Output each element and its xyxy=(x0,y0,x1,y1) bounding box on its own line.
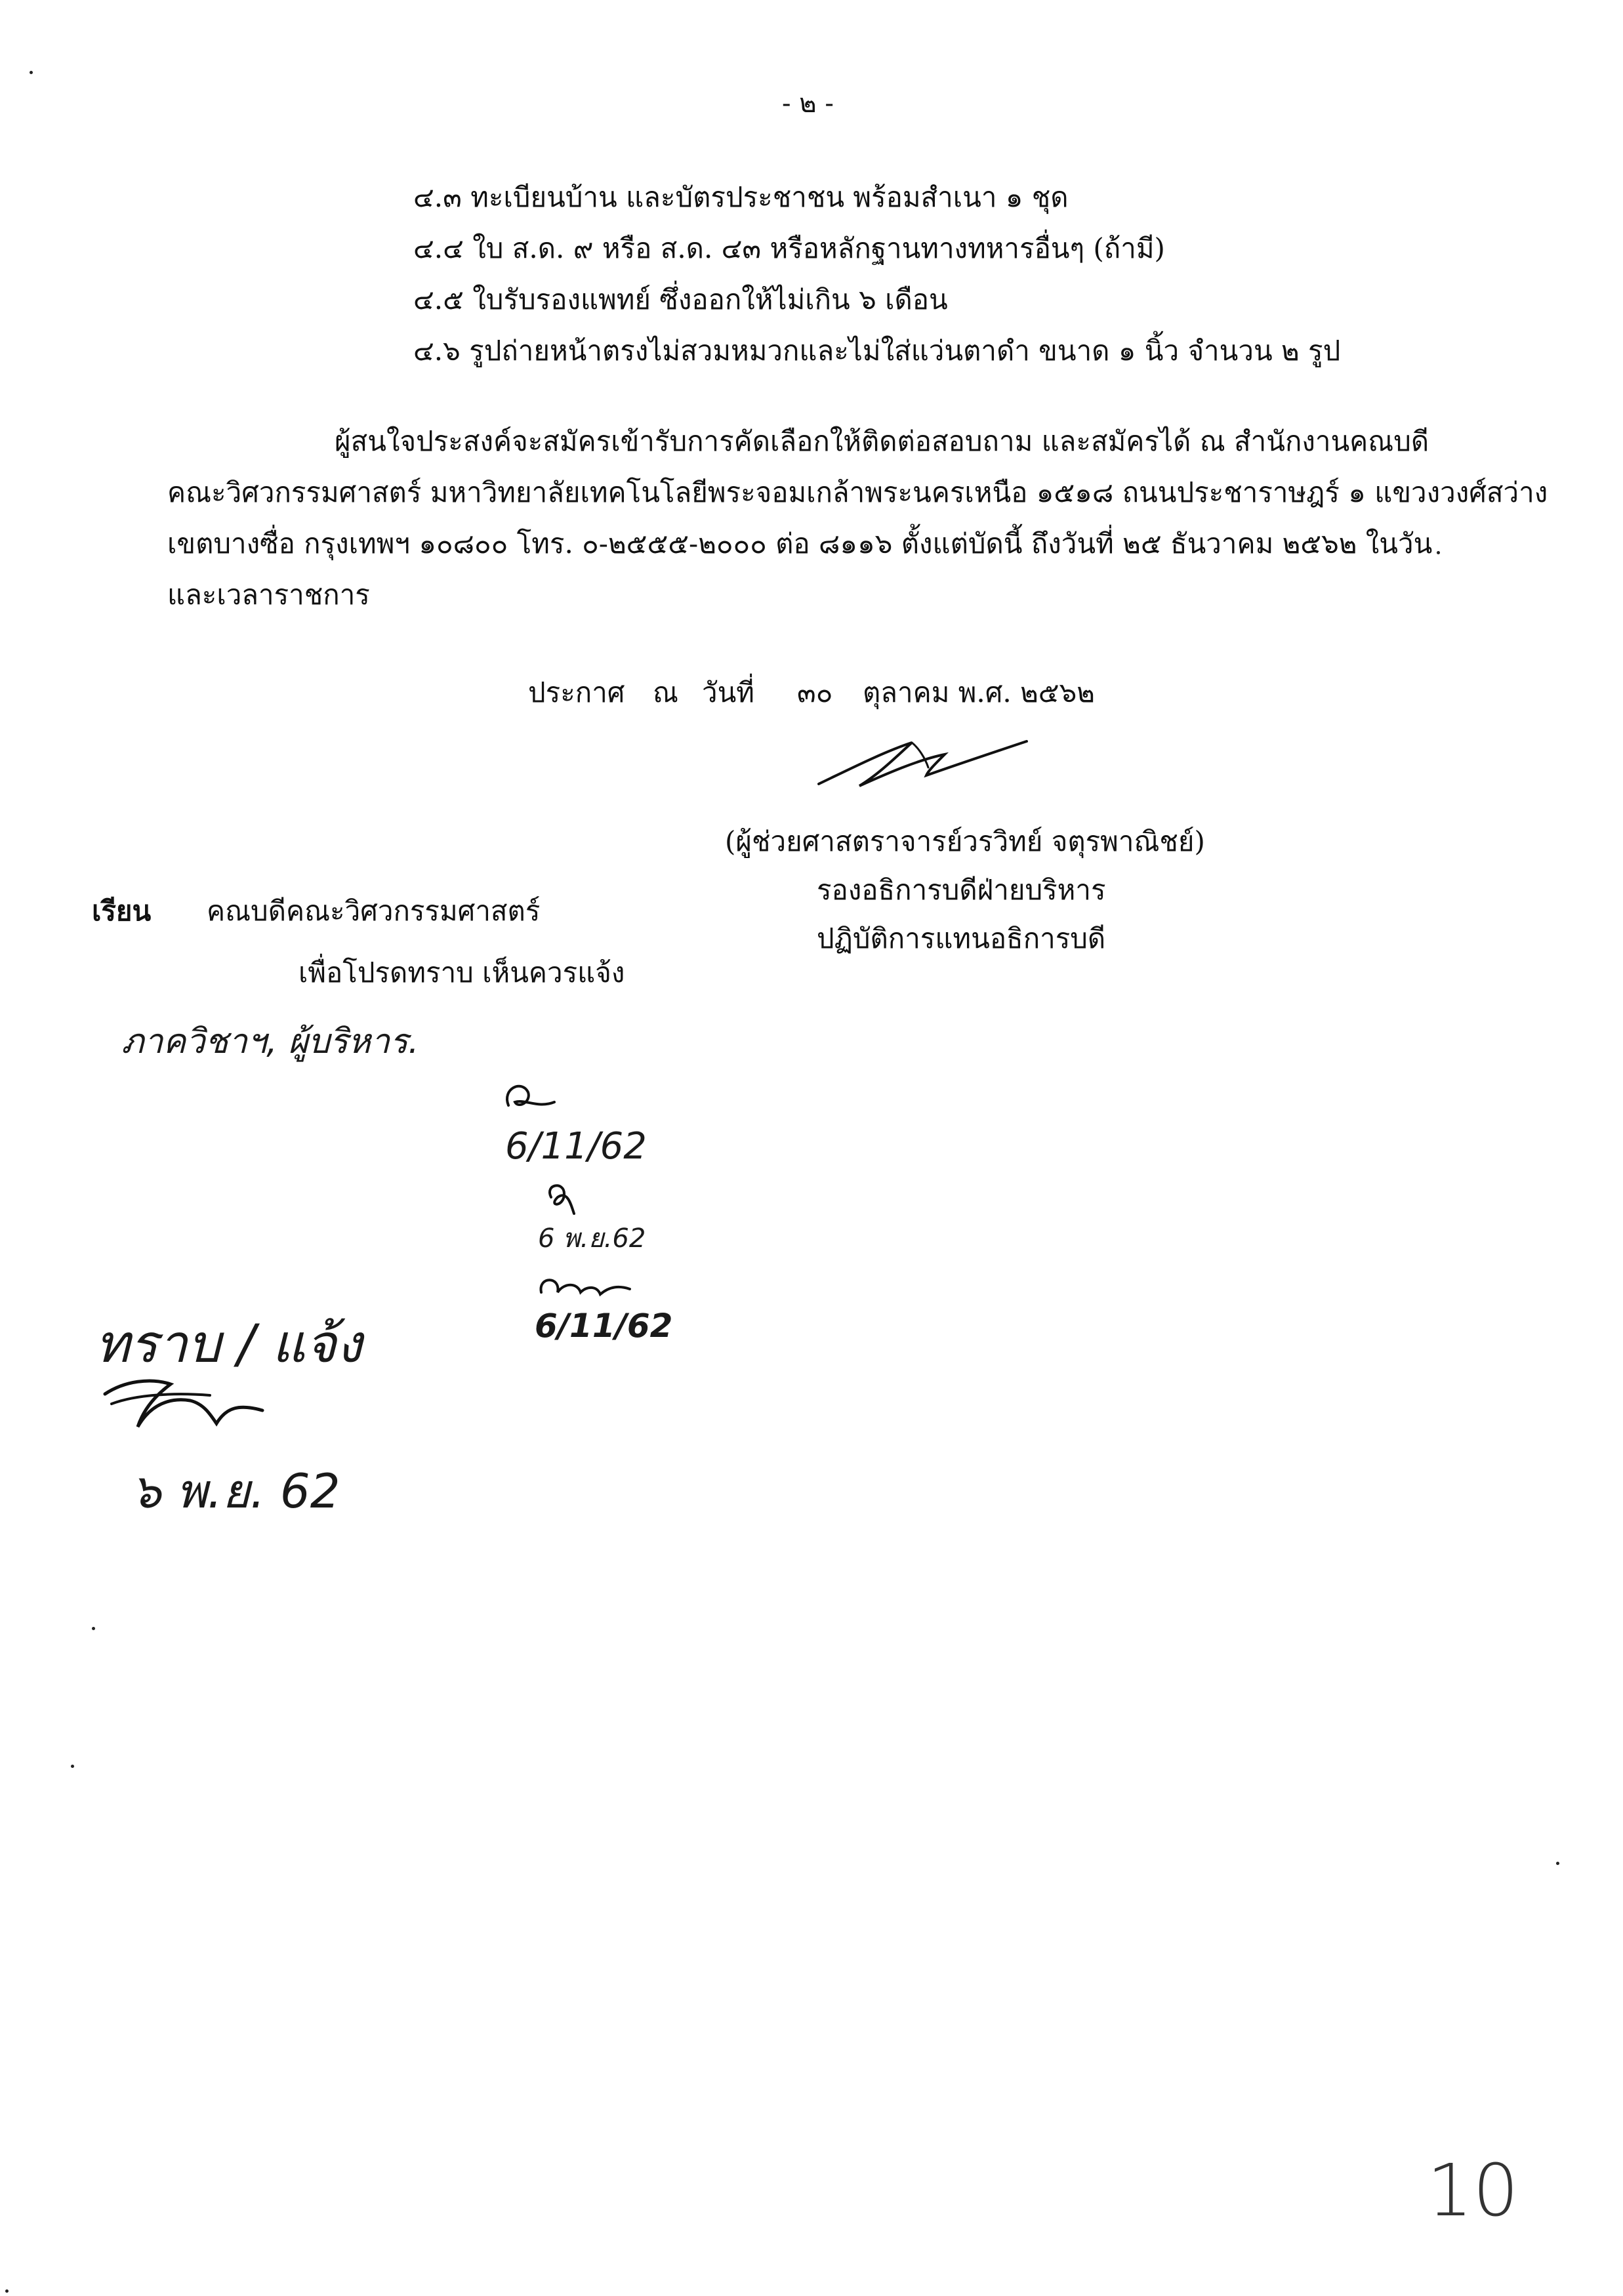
handwritten-date-4: ๖ พ.ย. 62 xyxy=(131,1464,340,1519)
announcement-month-year: ตุลาคม พ.ศ. ๒๕๖๒ xyxy=(863,676,1095,708)
announcement-prefix: ประกาศ xyxy=(528,676,625,708)
page-number: - ๒ - xyxy=(782,89,834,119)
routing-recipient: คณบดีคณะวิศวกรรมศาสตร์ xyxy=(207,895,541,927)
item-4-5: ๔.๕ ใบรับรองแพทย์ ซึ่งออกให้ไม่เกิน ๖ เดือน xyxy=(413,283,948,316)
signatory-acting: ปฏิบัติการแทนอธิการบดี xyxy=(817,922,1106,954)
signatory-position: รองอธิการบดีฝ่ายบริหาร xyxy=(817,874,1106,906)
handwritten-date-2: 6 พ.ย.62 xyxy=(538,1223,646,1254)
handwritten-signature-2 xyxy=(98,1368,269,1440)
announcement-day-label: วันที่ xyxy=(702,676,754,708)
announcement-day: ๓๐ xyxy=(797,676,833,708)
scan-speck xyxy=(5,2289,9,2293)
handwritten-initial-2 xyxy=(538,1178,584,1217)
paragraph-line-3: เขตบางซื่อ กรุงเทพฯ ๑๐๘๐๐ โทร. ๐-๒๕๕๕-๒๐๐๐ ต่อ ๘๑๑๖ ตั้งแต่บัดนี้ ถึงวันที่ ๒๕ ธันวาคม ๒๕๖๒ ในวัน xyxy=(167,527,1433,560)
scan-speck xyxy=(30,71,33,74)
routing-label: เรียน xyxy=(92,895,152,927)
official-signature xyxy=(813,728,1030,800)
handwritten-date-1: 6/11/62 xyxy=(505,1125,647,1168)
item-4-6: ๔.๖ รูปถ่ายหน้าตรงไม่สวมหมวกและไม่ใส่แว่นตาดำ ขนาด ๑ นิ้ว จำนวน ๒ รูป xyxy=(413,335,1341,367)
routing-instruction: เพื่อโปรดทราบ เห็นควรแจ้ง xyxy=(298,956,625,989)
handwritten-initial-3 xyxy=(535,1269,633,1305)
handwritten-note: ภาควิชาฯ, ผู้บริหาร. xyxy=(121,1022,419,1061)
handwritten-initial-1 xyxy=(499,1076,558,1122)
item-4-3: ๔.๓ ทะเบียนบ้าน และบัตรประชาชน พร้อมสำเนา ๑ ชุด xyxy=(413,181,1069,213)
announcement-at: ณ xyxy=(653,676,678,708)
paragraph-line-1: ผู้สนใจประสงค์จะสมัครเข้ารับการคัดเลือกให้ติดต่อสอบถาม และสมัครได้ ณ สำนักงานคณบดี xyxy=(335,425,1429,457)
signatory-name: (ผู้ช่วยศาสตราจารย์วรวิทย์ จตุรพาณิชย์) xyxy=(725,825,1205,857)
handwritten-ack: ทราบ / แจ้ง xyxy=(95,1313,362,1374)
paragraph-line-2: คณะวิศวกรรมศาสตร์ มหาวิทยาลัยเทคโนโลยีพระจอมเกล้าพระนครเหนือ ๑๕๑๘ ถนนประชาราษฎร์ ๑ แขวงวงศ์สว่าง xyxy=(167,476,1548,508)
handwritten-date-3: 6/11/62 xyxy=(535,1307,673,1345)
item-4-4: ๔.๔ ใบ ส.ด. ๙ หรือ ส.ด. ๔๓ หรือหลักฐานทางทหารอื่นๆ (ถ้ามี) xyxy=(413,232,1165,264)
paragraph-line-4: และเวลาราชการ xyxy=(167,579,370,611)
scan-speck xyxy=(1437,551,1440,554)
page-mark: 10 xyxy=(1427,2148,1519,2232)
scan-speck xyxy=(1556,1862,1559,1865)
scan-speck xyxy=(92,1627,95,1630)
scan-speck xyxy=(71,1765,74,1768)
